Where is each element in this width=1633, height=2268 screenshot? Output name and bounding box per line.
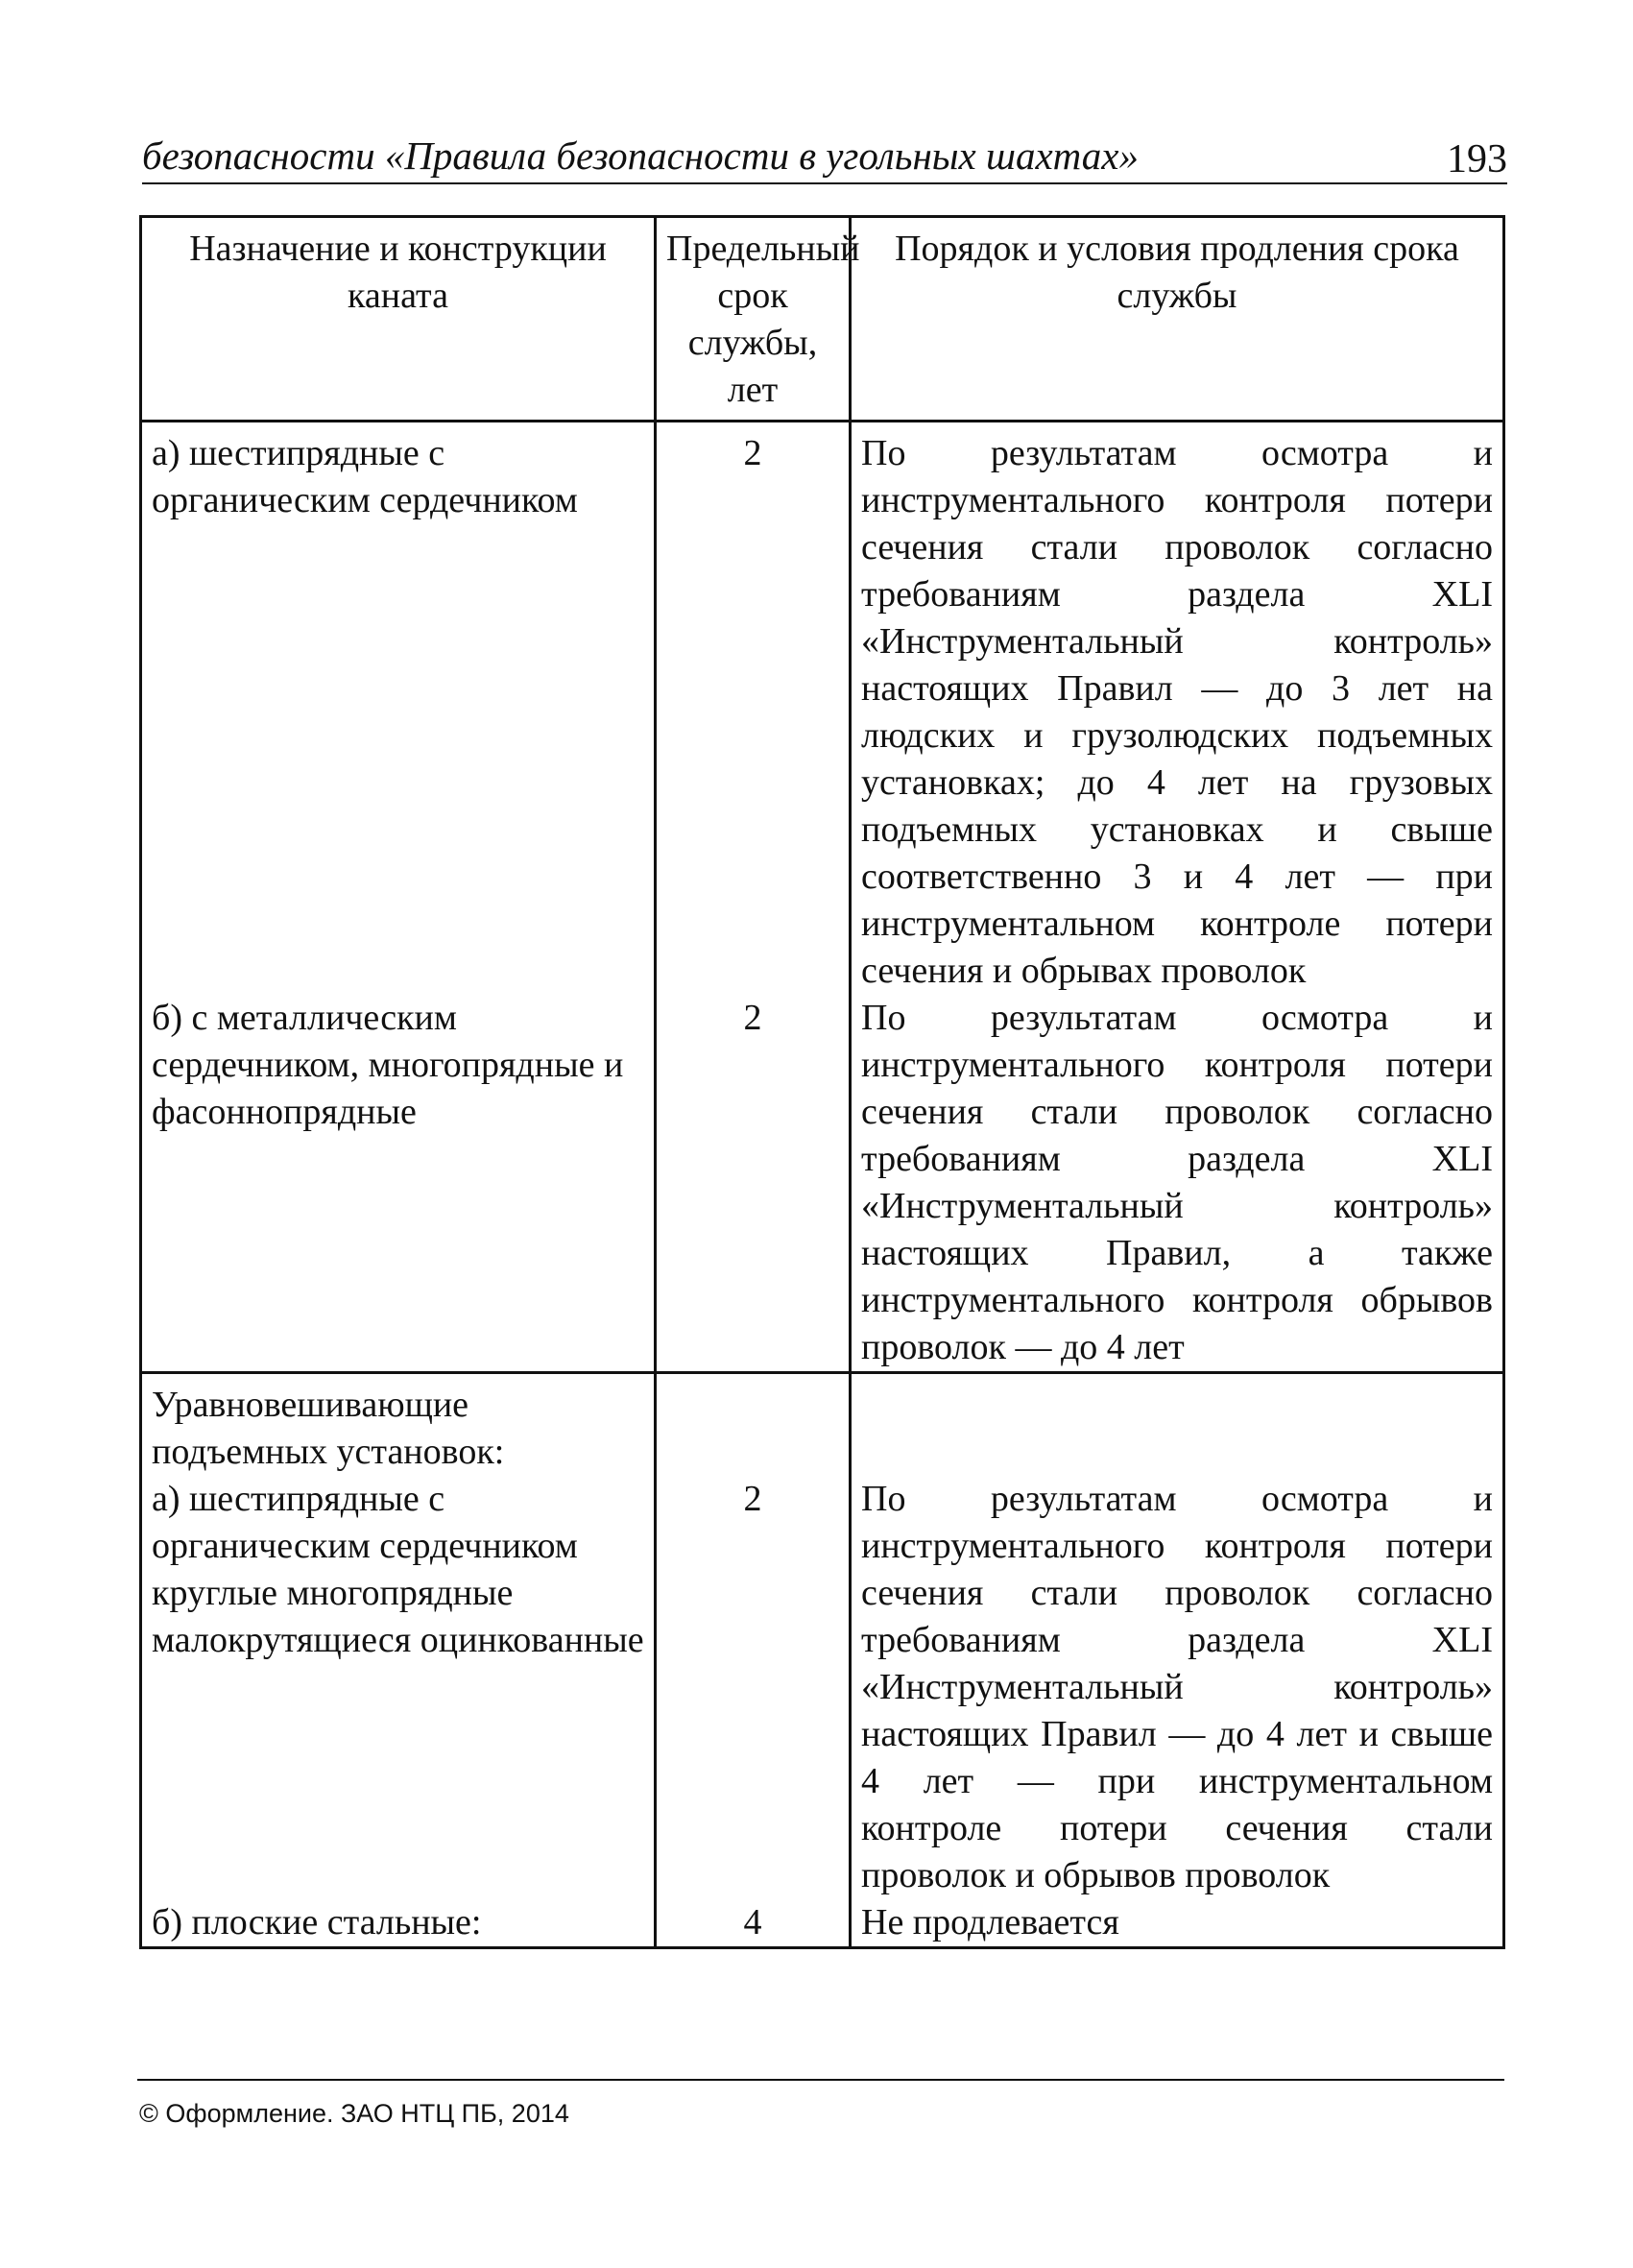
cell-term: 4 <box>656 1899 851 1948</box>
table-row <box>141 1899 1504 1948</box>
cell-conditions: По результатам осмотра и инструментального контроля потери сечения стали проволок согласно требованиям раздела XLI «Инструментальный контроль» настоящих Правил — до 3 лет на людских и грузолюдских подъемных установках; до 4 лет на грузовых подъемных установках и свыше соответственно 3 и 4 лет — при инструментальном контроле потери сечения и обрывах проволок <box>851 422 1504 996</box>
rope-service-life-table <box>139 215 1505 1949</box>
table-row <box>141 995 1504 1373</box>
footer-rule <box>137 2079 1504 2081</box>
cell-purpose: а) шестипрядные с органическим сердечником <box>141 422 656 996</box>
cell-conditions: Не продлевается <box>851 1899 1504 1948</box>
footer-copyright: © Оформление. ЗАО НТЦ ПБ, 2014 <box>139 2099 569 2128</box>
cell-term: 2 <box>656 422 851 996</box>
table-header-row <box>141 217 1504 422</box>
column-header-conditions: Порядок и условия продления срока службы <box>851 217 1504 422</box>
cell-term: 2 <box>656 995 851 1373</box>
cell-conditions: По результатам осмотра и инструментального контроля потери сечения стали проволок согласно требованиям раздела XLI «Инструментальный контроль» настоящих Правил — до 4 лет и свыше 4 лет — при инструментальном контроле потери сечения стали проволок и обрывов проволок <box>851 1476 1504 1899</box>
cell-conditions: По результатам осмотра и инструментального контроля потери сечения стали проволок согласно требованиям раздела XLI «Инструментальный контроль» настоящих Правил, а также инструментального контроля обрывов проволок — до 4 лет <box>851 995 1504 1373</box>
page-header <box>142 133 1507 186</box>
cell-conditions <box>851 1373 1504 1477</box>
table-row <box>141 1476 1504 1899</box>
cell-purpose: б) с металлическим сердечником, многопрядные и фасоннопрядные <box>141 995 656 1373</box>
column-header-term: Предельный срок службы, лет <box>656 217 851 422</box>
column-header-purpose: Назначение и конструкции каната <box>141 217 656 422</box>
table-row-section-heading <box>141 1373 1504 1477</box>
cell-term <box>656 1373 851 1477</box>
cell-purpose: б) плоские стальные: <box>141 1899 656 1948</box>
cell-purpose: а) шестипрядные с органическим сердечником круглые многопрядные малокрутящиеся оцинкованные <box>141 1476 656 1899</box>
cell-purpose: Уравновешивающие подъемных установок: <box>141 1373 656 1477</box>
page-number: 193 <box>1447 137 1507 181</box>
table-row <box>141 422 1504 996</box>
cell-term: 2 <box>656 1476 851 1899</box>
header-rule <box>142 182 1507 184</box>
running-title: безопасности «Правила безопасности в угольных шахтах» <box>142 133 1139 178</box>
